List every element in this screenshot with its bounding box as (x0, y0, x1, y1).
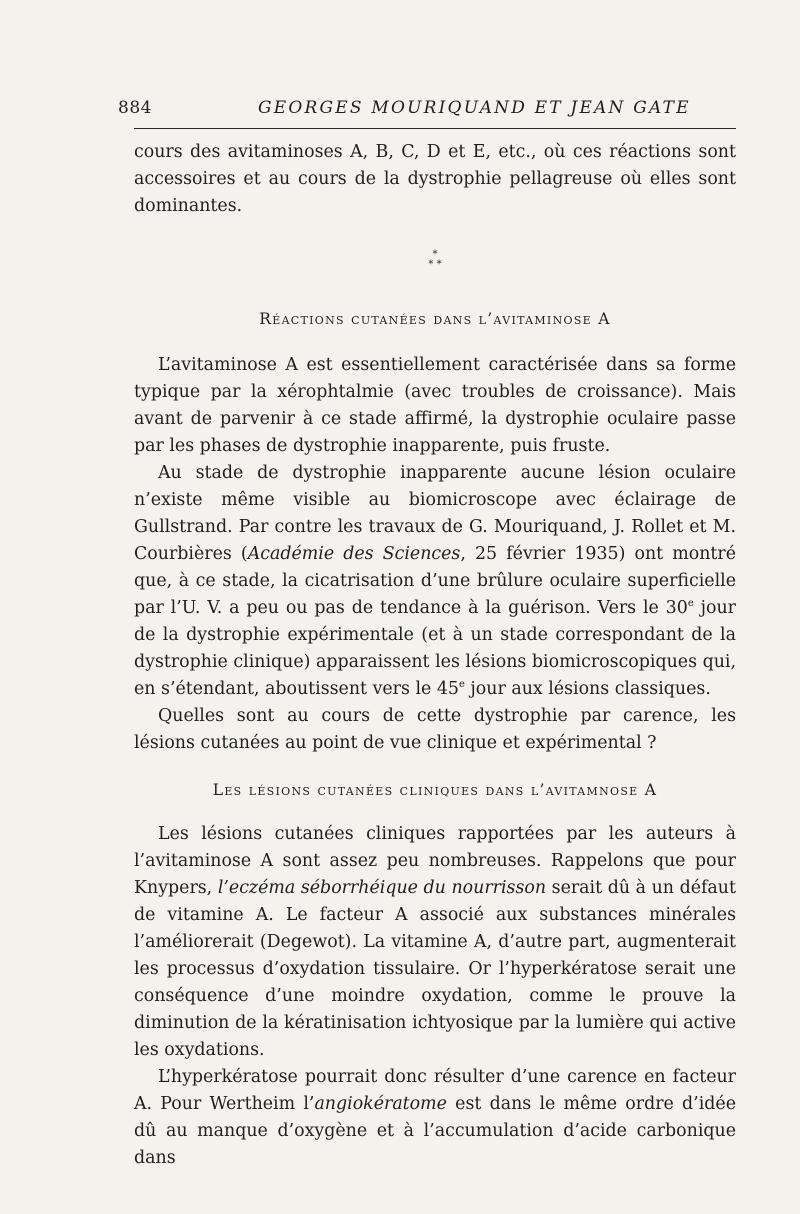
paragraph-dystrophie-inapparente (134, 460, 736, 703)
superscript: e (687, 598, 694, 610)
text-run: jour aux lésions classiques. (464, 679, 711, 699)
page (118, 98, 736, 1172)
italic-citation: Académie des Sciences (247, 544, 461, 564)
text-run: L’hyperkératose pourrait donc résulter d’une carence en facteur A. Pour Wertheim l’ (134, 1067, 736, 1114)
text-run: serait dû à un défaut de vitamine A. Le facteur A associé aux substances minérales l’améliorerait (Degewot). La vitamine A, d’autre part, augmenterait les processus d’oxydation tissulaire. Or l’hyperkératose serait une conséquence d’une moindre oxydation, comme le prouve la diminution de la kératinisation ichtyosique par la lumière qui active les oxydations. (134, 878, 736, 1060)
italic-term: angiokératome (314, 1094, 447, 1114)
paragraph-lesions-cliniques (134, 821, 736, 1064)
header-rule (134, 128, 736, 129)
running-head (118, 98, 736, 124)
text-run: , 25 février 1935) ont montré que, à ce stade, la cicatrisation d’une brûlure oculaire superficielle par l’U. V. a peu ou pas de tendance à la guérison. Vers le 30 (134, 544, 736, 618)
paragraph-question: Quelles sont au cours de cette dystrophie par carence, les lésions cutanées au point de vue clinique et expérimental ? (134, 706, 736, 753)
asterism-bottom: * * (428, 259, 442, 270)
paragraph-continuation: cours des avitaminoses A, B, C, D et E, etc., où ces réactions sont accessoires et au cours de la dystrophie pellagreuse où elles sont dominantes. (134, 142, 736, 216)
italic-term: l’eczéma séborrhéique du nourrisson (217, 878, 547, 898)
page-number: 884 (118, 98, 152, 118)
text-run: est dans le même ordre d’idée dû au manque d’oxygène et à l’accumulation d’acide carbonique dans (134, 1094, 736, 1168)
asterism-top: * (432, 249, 438, 260)
running-title: GEORGES MOURIQUAND ET JEAN GATE (258, 98, 691, 118)
asterism-separator (134, 250, 736, 270)
text-run: Au stade de dystrophie inapparente aucune lésion oculaire n’existe même visible au biomicroscope avec éclairage de Gullstrand. Par contre les travaux de G. Mouriquand, J. Rollet et M. Courbières ( (134, 463, 736, 564)
text-run: Les lésions cutanées cliniques rapportées par les auteurs à l’avitaminose A sont assez peu nombreuses. Rappelons que pour Knypers, (134, 824, 736, 898)
paragraph-hyperkeratose (134, 1064, 736, 1172)
section-heading-avitaminose-a: Réactions cutanées dans l’avitaminose A (259, 310, 611, 328)
section-heading-lesions-cliniques: Les lésions cutanées cliniques dans l’avitamnose A (212, 781, 658, 799)
superscript: e (458, 679, 465, 691)
paragraph-xerophtalmie: L’avitaminose A est essentiellement caractérisée dans sa forme typique par la xérophtalmie (avec troubles de croissance). Mais avant de parvenir à ce stade affirmé, la dystrophie oculaire passe par les phases de dystrophie inapparente, puis fruste. (134, 355, 736, 456)
text-run: jour de la dystrophie expérimentale (et à un stade correspondant de la dystrophie clinique) apparaissent les lésions biomicroscopiques qui, en s’étendant, aboutissent vers le 45 (134, 598, 736, 699)
